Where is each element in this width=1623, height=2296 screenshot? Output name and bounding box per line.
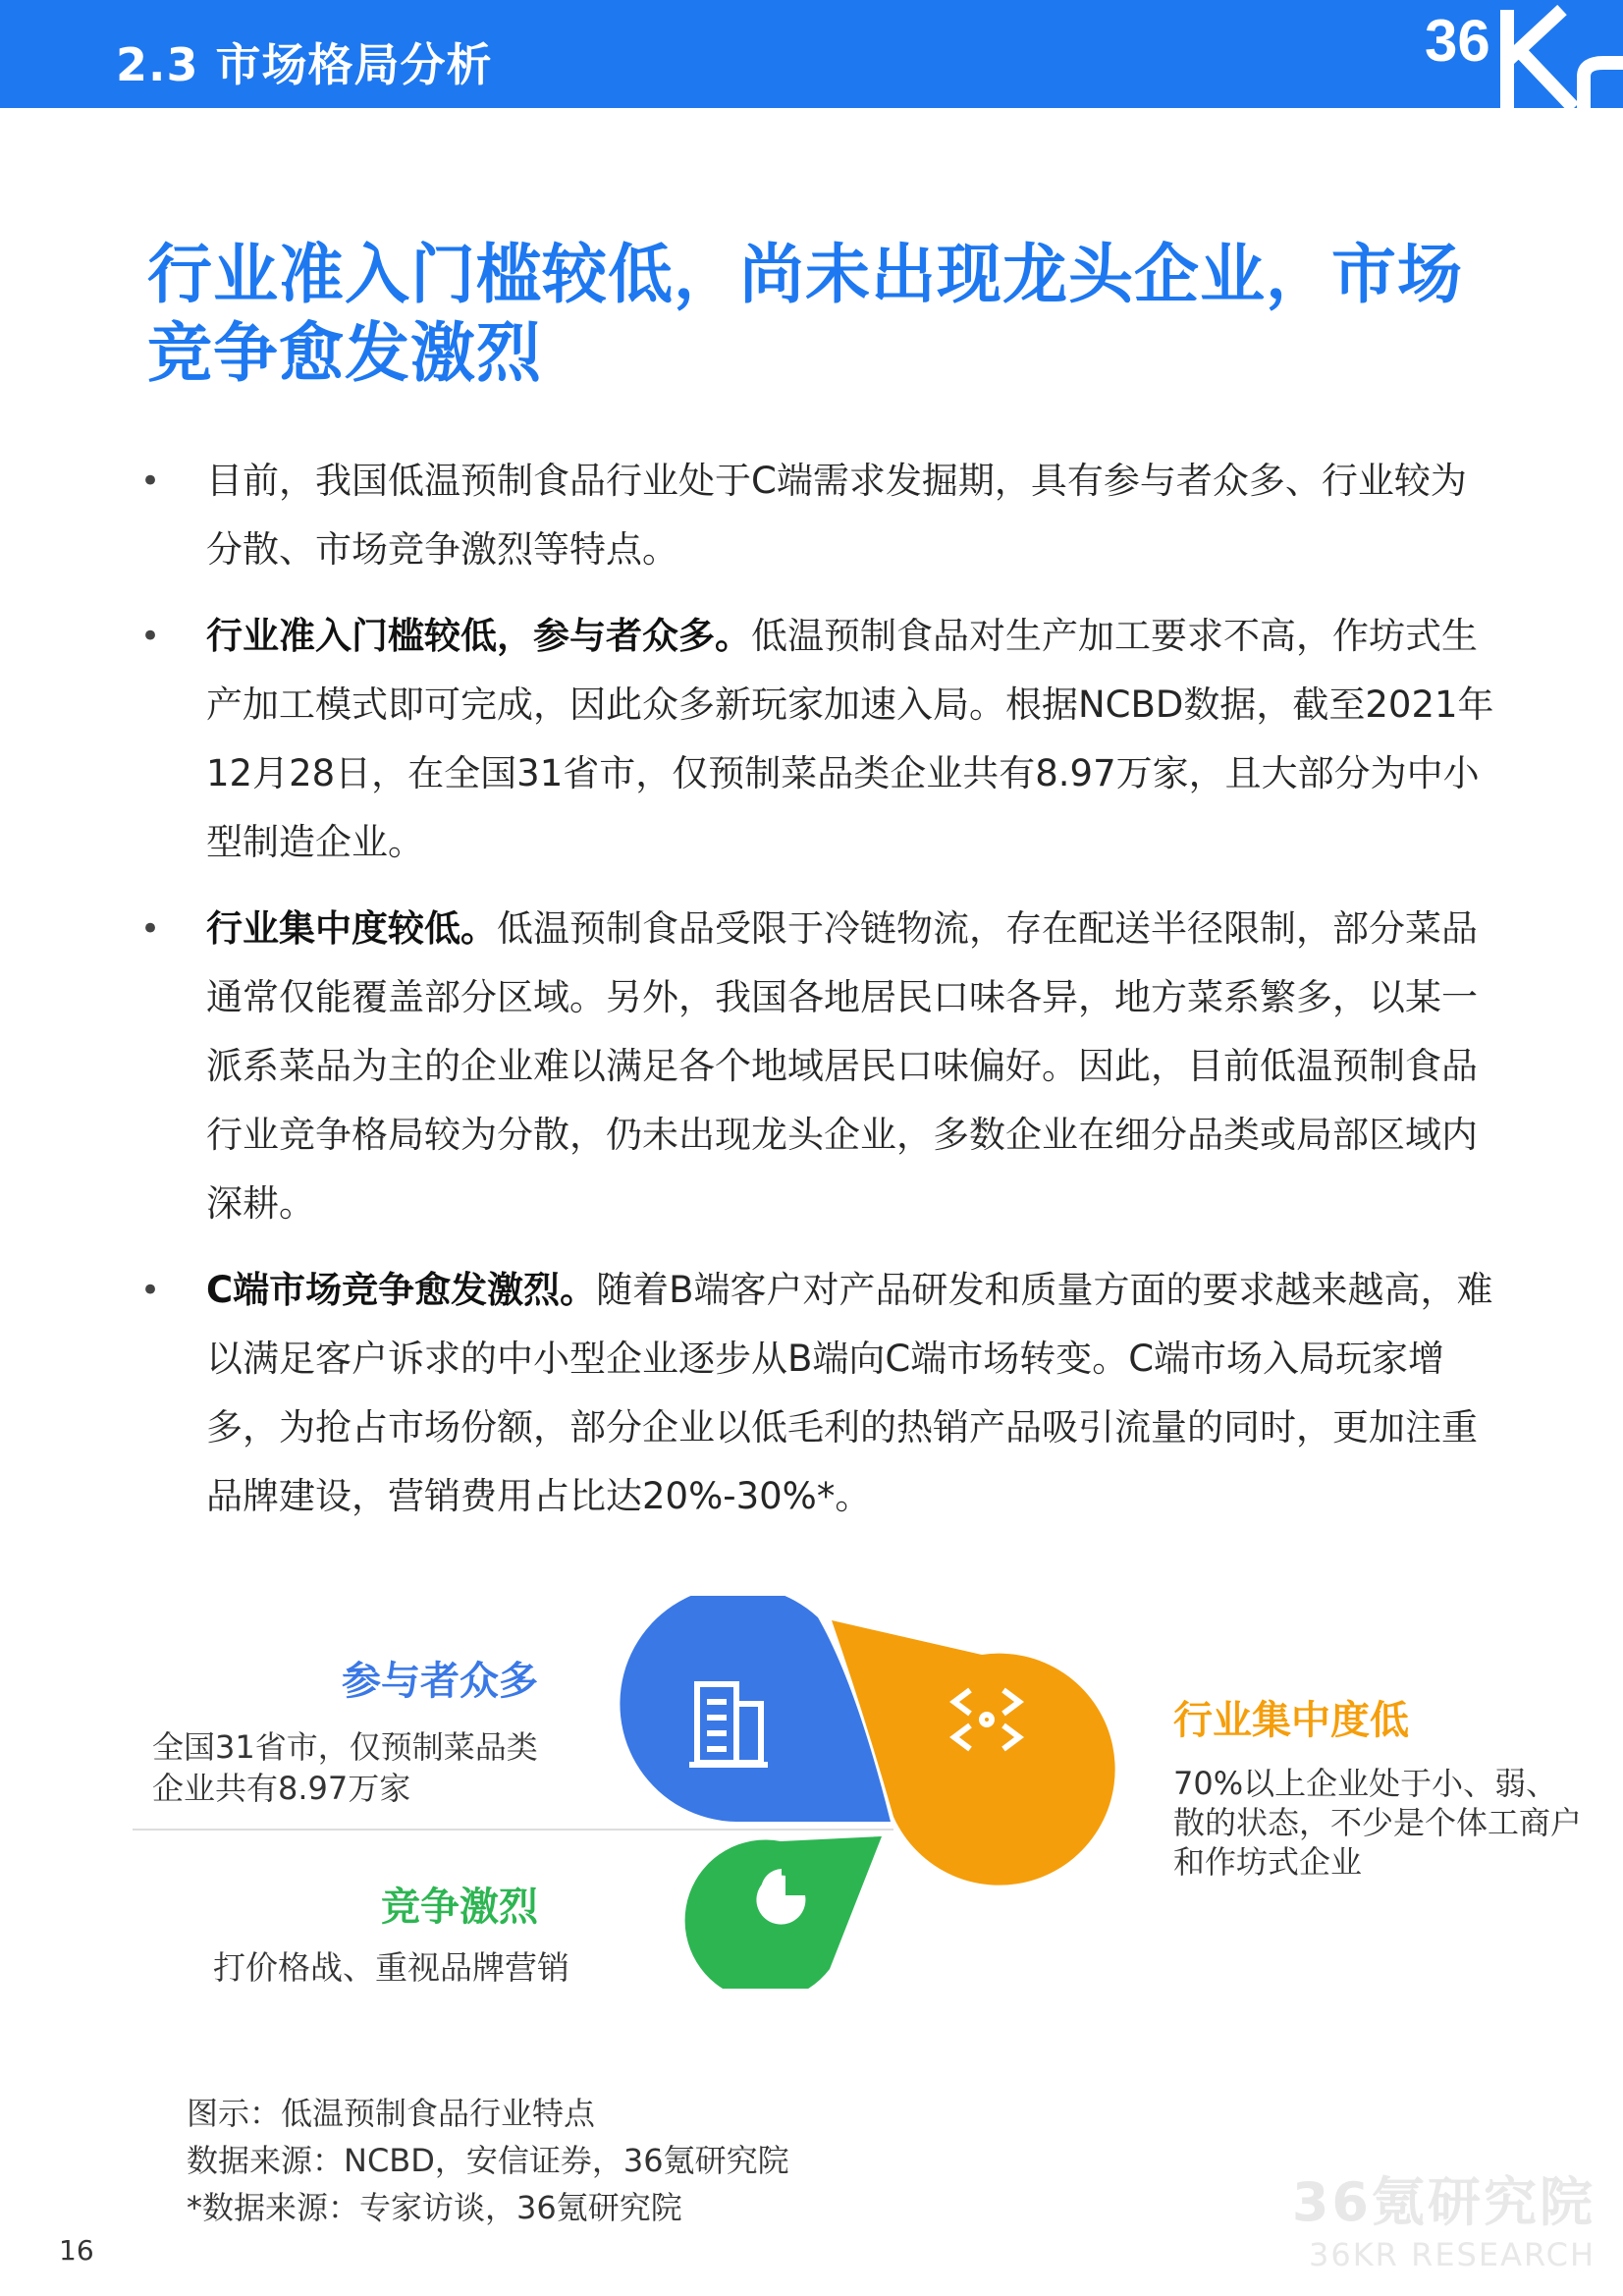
- bullet-text: 低温预制食品受限于冷链物流，存在配送半径限制，部分菜品通常仅能覆盖部分区域。另外，我国各地居民口味各异，地方菜系繁多，以某一派系菜品为主的企业难以满足各个地域居民口味偏好。因此，目前低温预制食品行业竞争格局较为分散，仍未出现龙头企业，多数企业在细分品类或局部区域内深耕。: [206, 907, 1478, 1225]
- section-title: 2.3 市场格局分析: [116, 38, 493, 91]
- participants-title: 参与者众多: [342, 1659, 538, 1704]
- bullet-bold-lead: 行业集中度较低。: [206, 907, 497, 950]
- headline: 行业准入门槛较低，尚未出现龙头企业，市场竞争愈发激烈: [147, 237, 1463, 391]
- watermark: [1292, 2160, 1596, 2273]
- svg-text:36: 36: [1425, 8, 1490, 74]
- competition-desc: 打价格战、重视品牌营销: [213, 1948, 569, 1987]
- watermark-en: 36KR RESEARCH: [1308, 2236, 1596, 2273]
- page-number: 16: [59, 2234, 94, 2267]
- bullet-item: [137, 895, 1502, 1238]
- participants-desc: 全国31省市，仅预制菜品类企业共有8.97万家: [152, 1728, 538, 1807]
- bullet-dot: •: [140, 909, 161, 949]
- watermark-cn: 36氪研究院: [1291, 2171, 1596, 2233]
- concentration-desc: 70%以上企业处于小、弱、散的状态，不少是个体工商户和作坊式企业: [1173, 1765, 1583, 1881]
- data-source: 数据来源：NCBD，安信证券，36氪研究院: [187, 2142, 789, 2179]
- bullet-dot: •: [140, 462, 161, 501]
- feature-diagram: [599, 1596, 1129, 1989]
- competition-title: 竞争激烈: [381, 1885, 538, 1930]
- bullet-text: 随着B端客户对产品研发和质量方面的要求越来越高，难以满足客户诉求的中小型企业逐步从B端向C端市场转变。C端市场入局玩家增多，为抢占市场份额，部分企业以低毛利的热销产品吸引流量的同时，更加注重品牌建设，营销费用占比达20%-30%*。: [206, 1269, 1493, 1517]
- concentration-title: 行业集中度低: [1173, 1698, 1409, 1743]
- bullet-text: 低温预制食品对生产加工要求不高，作坊式生产加工模式即可完成，因此众多新玩家加速入局。根据NCBD数据，截至2021年12月28日，在全国31省市，仅预制菜品类企业共有8.97万家，且大部分为中小型制造企业。: [206, 615, 1494, 863]
- bullet-dot: •: [140, 1271, 161, 1310]
- 36kr-logo: [1417, 0, 1623, 108]
- bullet-bold-lead: 行业准入门槛较低，参与者众多。: [206, 615, 751, 657]
- bullet-dot: •: [140, 617, 161, 656]
- bullet-list: [137, 447, 1502, 1549]
- bullet-item: [137, 602, 1502, 877]
- figure-caption: [187, 2090, 789, 2231]
- data-source-expert: *数据来源：专家访谈，36氪研究院: [187, 2189, 682, 2226]
- bullet-text: 目前，我国低温预制食品行业处于C端需求发掘期，具有参与者众多、行业较为分散、市场竞争激烈等特点。: [206, 460, 1467, 571]
- bullet-item: [137, 447, 1502, 584]
- bullet-item: [137, 1256, 1502, 1531]
- figure-title: 图示：低温预制食品行业特点: [187, 2095, 596, 2132]
- bullet-bold-lead: C端市场竞争愈发激烈。: [206, 1269, 597, 1311]
